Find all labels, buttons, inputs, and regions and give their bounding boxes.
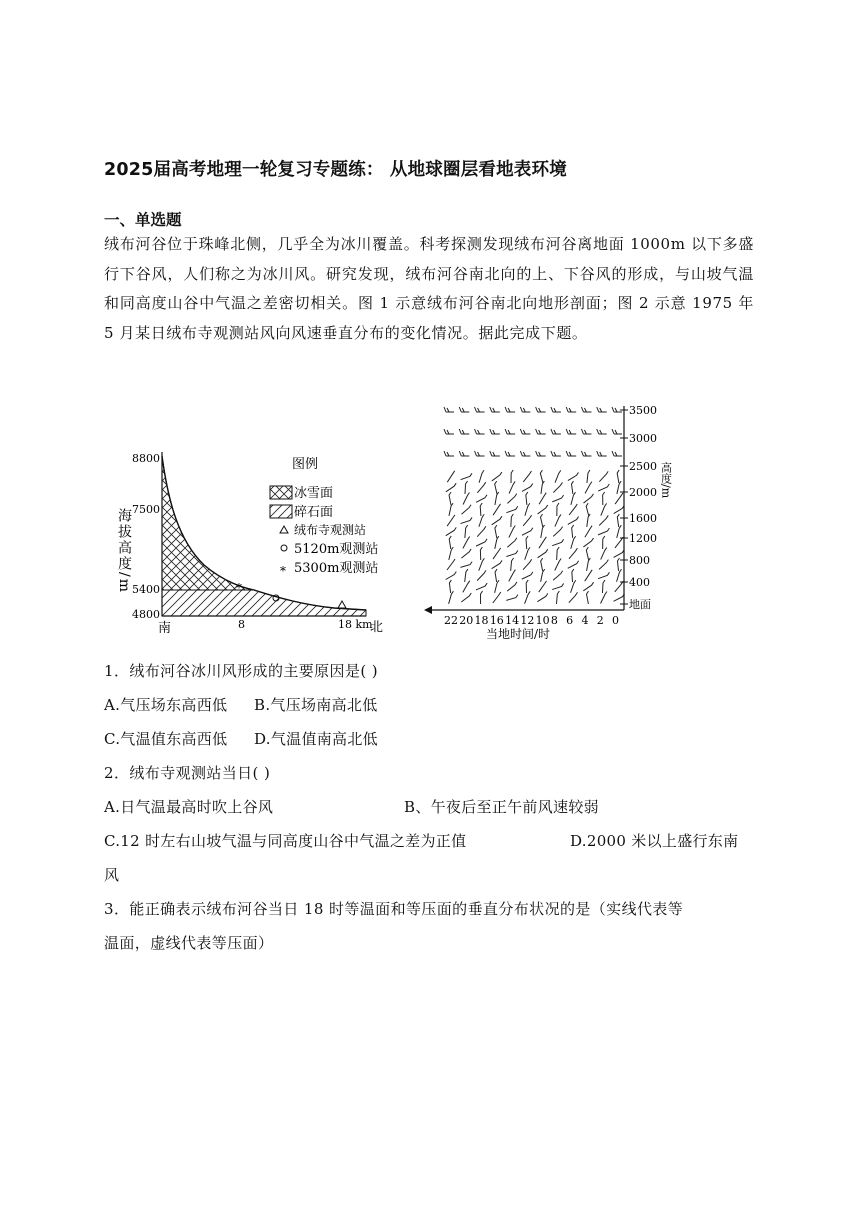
- wind-barb: [509, 481, 515, 493]
- wind-barb: [568, 561, 579, 569]
- y-tick-7500: 7500: [132, 503, 160, 516]
- wind-barb: [495, 492, 499, 505]
- q1-option-d[interactable]: D.气温值南高北低: [254, 730, 378, 748]
- wind-barb: [490, 407, 500, 412]
- x-tick-8: 8: [238, 618, 245, 631]
- wind-barb: [617, 525, 622, 538]
- wind-barb: [614, 550, 625, 558]
- legend-marker-rongbuk: [280, 526, 288, 533]
- figure-terrain-profile: [104, 440, 394, 650]
- wind-barb: [598, 528, 609, 535]
- q1-option-b[interactable]: B.气压场南高北低: [254, 696, 378, 714]
- wind-barb: [481, 591, 483, 604]
- wind-barb: [520, 451, 530, 456]
- figure-wind-profile: [422, 400, 684, 646]
- wind-barb: [509, 526, 515, 538]
- figures: [104, 400, 673, 650]
- wind-barb: [583, 582, 593, 591]
- height-tick-label: 3000: [629, 432, 657, 445]
- wind-barb: [480, 547, 482, 560]
- wind-barb: [465, 569, 468, 582]
- wind-barb: [526, 492, 528, 505]
- wind-barb: [490, 451, 500, 456]
- wind-barb: [597, 429, 607, 434]
- wind-barb: [492, 516, 502, 525]
- wind-barb: [505, 429, 515, 434]
- wind-barb: [556, 591, 559, 604]
- wind-barb: [614, 594, 625, 602]
- wind-barb: [571, 492, 576, 505]
- wind-barb: [449, 580, 451, 593]
- wind-barb: [522, 572, 533, 579]
- wind-barb: [541, 525, 545, 538]
- wind-barb: [446, 483, 456, 492]
- wind-barb: [585, 482, 592, 494]
- legend-label-rongbuk: 绒布寺观测站: [294, 523, 367, 537]
- wind-barb: [557, 547, 560, 560]
- wind-barb: [615, 537, 623, 548]
- wind-barb: [617, 569, 622, 582]
- wind-barb: [459, 451, 469, 456]
- wind-barb: [566, 429, 576, 434]
- time-tick-label: 16: [489, 614, 504, 627]
- time-tick-label: 6: [566, 614, 574, 627]
- wind-barb: [522, 484, 533, 492]
- wind-barb: [463, 537, 470, 549]
- scree-area: [162, 590, 366, 616]
- wind-barb: [598, 484, 609, 491]
- wind-barb: [599, 560, 608, 570]
- wind-barb: [523, 515, 531, 526]
- wind-barb: [598, 572, 609, 578]
- wind-barb: [461, 549, 471, 558]
- wind-barb: [479, 514, 484, 526]
- wind-barb: [537, 549, 547, 558]
- wind-barb: [506, 595, 518, 601]
- time-tick-label: 14: [505, 614, 520, 627]
- wind-barb: [460, 562, 472, 568]
- wind-barb: [449, 536, 451, 549]
- wind-barb: [603, 536, 605, 549]
- wind-barb: [584, 494, 594, 503]
- q1-option-c[interactable]: C.气温值东高西低: [104, 730, 228, 748]
- section-heading: 一、单选题: [104, 211, 182, 229]
- wind-barb: [585, 570, 592, 581]
- wind-barb: [459, 429, 469, 434]
- wind-barb: [615, 493, 623, 504]
- wind-barb: [537, 593, 547, 601]
- wind-barb: [602, 580, 605, 593]
- wind-barb: [506, 550, 518, 556]
- wind-barb: [463, 581, 470, 593]
- x-label-south: 南: [158, 621, 172, 636]
- height-tick-label: 1600: [629, 512, 657, 525]
- wind-barb: [495, 569, 497, 582]
- wind-barb: [523, 471, 531, 482]
- wind-barb: [566, 451, 576, 456]
- wind-barb: [538, 505, 548, 514]
- wind-barb: [506, 506, 517, 512]
- wind-barb: [551, 451, 561, 456]
- wind-barb: [581, 451, 591, 456]
- wind-barb: [526, 536, 528, 549]
- x-label-north: 北: [370, 620, 384, 635]
- wind-barb: [507, 538, 517, 548]
- wind-barb: [520, 429, 530, 434]
- height-tick-label: 400: [629, 576, 650, 589]
- wind-barb: [465, 481, 468, 494]
- legend-label-5300: 5300m观测站: [294, 561, 379, 576]
- wind-barb: [553, 571, 563, 581]
- wind-barb: [492, 472, 502, 481]
- y-tick-4800: 4800: [132, 608, 160, 621]
- question-3-stem-line1: 3．能正确表示绒布河谷当日 18 时等温面和等压面的垂直分布状况的是（实线代表等: [104, 900, 684, 918]
- wind-barb: [572, 525, 574, 538]
- time-tick-label: 18: [474, 614, 489, 627]
- q2-option-c[interactable]: C.12 时左右山坡气温与同高度山谷中气温之差为正值: [104, 832, 467, 850]
- height-axis-label: 高度/m: [659, 462, 673, 499]
- wind-barb: [449, 492, 451, 505]
- height-tick-label: 800: [629, 554, 650, 567]
- wind-barb: [581, 429, 591, 434]
- wind-barb: [541, 558, 543, 571]
- wind-barb: [449, 547, 453, 560]
- wind-barb: [612, 429, 622, 434]
- y-tick-5400: 5400: [132, 583, 160, 596]
- wind-barb: [463, 493, 469, 505]
- wind-barb: [447, 559, 455, 570]
- wind-barb: [511, 514, 514, 527]
- wind-barb: [539, 493, 546, 505]
- wind-barb: [540, 470, 543, 483]
- wind-barb: [614, 505, 625, 513]
- wind-barb: [587, 591, 589, 604]
- wind-barb: [587, 514, 590, 527]
- height-tick-label: 地面: [629, 598, 651, 611]
- q2-option-d-continued: 风: [104, 866, 120, 884]
- wind-barb: [449, 503, 453, 516]
- q2-option-b[interactable]: B、午夜后至正午前风速较弱: [404, 798, 599, 816]
- wind-barb: [617, 470, 619, 483]
- wind-barb: [571, 481, 573, 494]
- wind-barb: [525, 547, 530, 559]
- wind-barb: [475, 429, 485, 434]
- wind-barb: [615, 581, 623, 592]
- wind-barb: [597, 407, 607, 412]
- wind-barb: [465, 525, 468, 538]
- wind-barb: [520, 407, 530, 412]
- wind-barb: [444, 429, 454, 434]
- wind-barb: [601, 503, 607, 515]
- wind-barb: [612, 451, 622, 456]
- wind-barb: [571, 580, 576, 592]
- question-1-stem: 1．绒布河谷冰川风形成的主要原因是( ): [104, 662, 379, 680]
- wind-barb: [572, 569, 574, 582]
- time-tick-label: 22: [444, 614, 458, 627]
- time-tick-label: 20: [459, 614, 474, 627]
- wind-barb: [568, 472, 579, 480]
- wind-barb: [511, 558, 514, 571]
- legend-label-scree: 碎石面: [294, 505, 334, 520]
- legend-swatch-snow: [270, 486, 292, 499]
- wind-barb: [566, 407, 576, 412]
- legend-label-5120: 5120m观测站: [294, 542, 379, 557]
- wind-barb: [475, 407, 485, 412]
- wind-barb: [617, 558, 619, 571]
- wind-barb: [551, 407, 561, 412]
- wind-barb: [586, 503, 589, 516]
- document-title: 2025届高考地理一轮复习专题练： 从地球圈层看地表环境: [104, 160, 567, 180]
- wind-barb: [587, 558, 591, 571]
- wind-barb: [492, 560, 502, 568]
- wind-barb: [461, 517, 473, 523]
- wind-barb: [601, 592, 607, 604]
- wind-barb: [583, 538, 593, 547]
- wind-barb: [587, 470, 590, 483]
- wind-barb: [476, 495, 487, 503]
- snow-ice-area: [162, 456, 254, 590]
- wind-barb: [495, 525, 497, 538]
- wind-barb: [461, 593, 471, 602]
- wind-barb: [601, 547, 607, 559]
- wind-barb: [525, 591, 531, 603]
- wind-barb: [444, 451, 454, 456]
- height-tick-label: 2500: [629, 460, 657, 473]
- wind-barb: [539, 537, 546, 548]
- wind-barb: [585, 526, 592, 538]
- q2-option-a[interactable]: A.日气温最高时吹上谷风: [104, 798, 274, 816]
- wind-barb: [599, 471, 608, 481]
- question-3-stem-line2: 温面，虚线代表等压面）: [104, 934, 274, 952]
- height-tick-label: 2000: [629, 486, 657, 499]
- wind-barb: [495, 481, 497, 494]
- wind-barb: [557, 503, 559, 516]
- wind-barb: [597, 451, 607, 456]
- wind-barb: [490, 429, 500, 434]
- wind-barb: [476, 583, 487, 590]
- station-5300m-marker: *: [236, 581, 242, 595]
- wind-barb: [553, 482, 562, 492]
- wind-barb: [479, 470, 484, 483]
- wind-barb: [568, 517, 579, 525]
- wind-barb: [569, 592, 578, 602]
- wind-barb: [477, 482, 485, 493]
- time-tick-label: 2: [596, 614, 604, 627]
- wind-barb: [526, 580, 528, 593]
- legend-swatch-scree: [270, 505, 292, 518]
- wind-barb: [459, 407, 469, 412]
- wind-barb: [599, 515, 608, 525]
- wind-barb: [493, 548, 501, 559]
- legend-marker-5120: [281, 545, 287, 551]
- wind-barb: [586, 547, 588, 560]
- wind-barb: [446, 527, 456, 535]
- wind-barb: [446, 572, 457, 580]
- wind-barb: [495, 536, 499, 549]
- wind-barb: [444, 407, 454, 412]
- wind-barb: [536, 407, 546, 412]
- legend-marker-5300: *: [280, 564, 286, 578]
- wind-barb: [447, 471, 454, 482]
- wind-barb: [541, 569, 545, 582]
- wind-barb: [555, 514, 561, 526]
- station-rongbuk-marker: [338, 601, 346, 608]
- wind-barb: [505, 451, 515, 456]
- legend-title: 图例: [292, 457, 319, 472]
- wind-barb: [525, 503, 530, 516]
- wind-barb: [475, 451, 485, 456]
- time-tick-label: 8: [550, 614, 558, 627]
- wind-barb: [569, 504, 577, 515]
- wind-barb: [555, 559, 561, 571]
- wind-barb: [493, 504, 500, 515]
- wind-barb: [495, 580, 499, 593]
- wind-barb: [617, 514, 619, 527]
- question-2-stem: 2．绒布寺观测站当日( ): [104, 764, 271, 782]
- wind-barb: [522, 528, 533, 536]
- time-ticks: [444, 614, 619, 627]
- wind-barb: [541, 514, 543, 527]
- wind-barb: [603, 492, 605, 505]
- wind-barb: [449, 591, 454, 604]
- time-tick-label: 10: [535, 614, 550, 627]
- wind-barb: [505, 407, 515, 412]
- y-tick-8800: 8800: [132, 452, 160, 465]
- wind-barb: [507, 494, 516, 504]
- time-tick-label: 0: [612, 614, 619, 627]
- wind-barb: [571, 536, 576, 549]
- wind-barb: [555, 470, 561, 482]
- time-axis-arrow: [424, 606, 432, 614]
- height-tick-label: 3500: [629, 404, 657, 417]
- wind-barb: [507, 582, 517, 591]
- time-axis-label: 当地时间/时: [486, 627, 551, 641]
- wind-barb: [523, 559, 532, 569]
- wind-barb: [552, 539, 563, 545]
- q1-option-a[interactable]: A.气压场东高西低: [104, 696, 228, 714]
- wind-barbs: [444, 407, 624, 604]
- wind-barb: [552, 495, 563, 502]
- wind-barb: [477, 570, 486, 580]
- wind-barb: [536, 429, 546, 434]
- wind-barb: [553, 527, 562, 537]
- wind-barb: [539, 581, 547, 592]
- wind-barb: [569, 548, 577, 559]
- x-tick-18km: 18 km: [338, 618, 373, 631]
- time-tick-label: 12: [520, 614, 535, 627]
- q2-option-d[interactable]: D.2000 米以上盛行东南: [570, 832, 739, 850]
- passage-text: 绒布河谷位于珠峰北侧，几乎全为冰川覆盖。科考探测发现绒布河谷离地面 1000m 以下多盛行下谷风，人们称之为冰川风。研究发现，绒布河谷南北向的上、下谷风的形成，与山坡气温和同高度山谷中气温之差密切相关。图 1 示意绒布河谷南北向地形剖面；图 2 示意 1975 年 5 月某日绒布寺观测站风向风速垂直分布的变化情况。据此完成下题。: [104, 235, 754, 342]
- wind-barb: [493, 592, 501, 603]
- wind-barb: [581, 407, 591, 412]
- wind-barb: [509, 570, 516, 582]
- y-axis-label: 海拔高度/m: [116, 508, 132, 594]
- wind-barb: [447, 515, 455, 526]
- height-tick-label: 1200: [629, 532, 657, 545]
- wind-barb: [461, 473, 472, 479]
- legend-label-snow: 冰雪面: [294, 486, 334, 501]
- wind-barb: [476, 539, 487, 546]
- wind-barb: [479, 558, 485, 570]
- wind-barb: [536, 451, 546, 456]
- wind-barb: [552, 583, 564, 589]
- time-tick-label: 4: [581, 614, 589, 627]
- wind-barb: [480, 503, 482, 516]
- wind-barb: [461, 505, 471, 515]
- wind-barb: [541, 481, 544, 494]
- wind-barb: [551, 429, 561, 434]
- wind-barb: [477, 526, 486, 536]
- height-ticks: [620, 404, 657, 611]
- wind-barb: [511, 470, 513, 483]
